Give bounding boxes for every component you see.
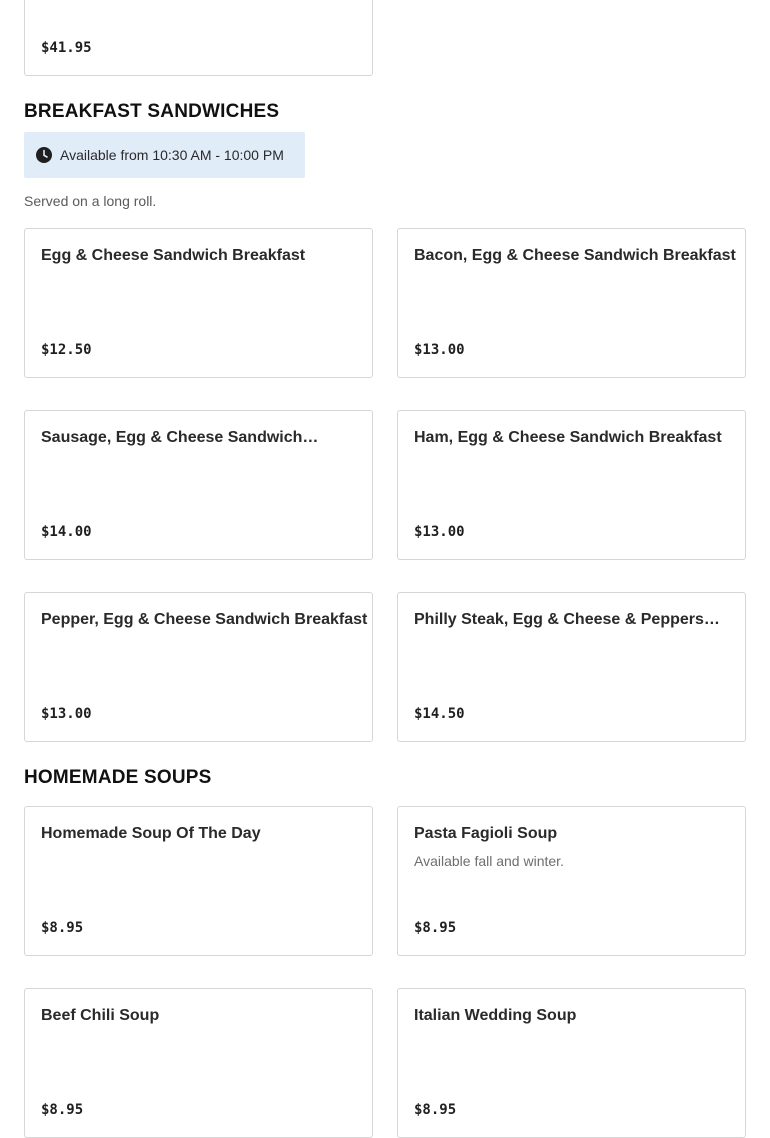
section-title-homemade-soups: HOMEMADE SOUPS: [24, 767, 212, 788]
menu-item-card[interactable]: [24, 410, 373, 560]
item-name: Pasta Fagioli Soup: [414, 825, 558, 842]
menu-item-card[interactable]: [24, 0, 373, 76]
item-name: Philly Steak, Egg & Cheese & Peppers…: [414, 611, 720, 628]
item-name: Beef Chili Soup: [41, 1007, 160, 1024]
item-name: Ham, Egg & Cheese Sandwich Breakfast: [414, 429, 722, 446]
item-price: $41.95: [41, 40, 92, 56]
item-description: Available fall and winter.: [414, 853, 564, 869]
item-price: $8.95: [41, 1102, 84, 1118]
item-name: Egg & Cheese Sandwich Breakfast: [41, 247, 306, 264]
section-title-breakfast-sandwiches: BREAKFAST SANDWICHES: [24, 101, 280, 122]
item-price: $13.00: [414, 524, 465, 540]
menu-item-card[interactable]: [24, 988, 373, 1138]
section-description: Served on a long roll.: [24, 193, 157, 209]
menu-item-card[interactable]: [397, 806, 746, 956]
menu-item-card[interactable]: [397, 592, 746, 742]
item-name: Italian Wedding Soup: [414, 1007, 577, 1024]
clock-icon: [36, 147, 52, 163]
availability-banner: [24, 132, 305, 178]
menu-item-card[interactable]: [24, 228, 373, 378]
availability-text: Available from 10:30 AM - 10:00 PM: [60, 147, 284, 163]
item-price: $8.95: [414, 920, 457, 936]
item-price: $13.00: [414, 342, 465, 358]
item-name: Sausage, Egg & Cheese Sandwich…: [41, 429, 319, 446]
menu-item-card[interactable]: [397, 228, 746, 378]
menu-item-card[interactable]: [24, 806, 373, 956]
menu-item-card[interactable]: [24, 592, 373, 742]
item-price: $14.00: [41, 524, 92, 540]
item-name: Homemade Soup Of The Day: [41, 825, 261, 842]
item-name: Pepper, Egg & Cheese Sandwich Breakfast: [41, 611, 368, 628]
item-price: $8.95: [41, 920, 84, 936]
item-name: Bacon, Egg & Cheese Sandwich Breakfast: [414, 247, 736, 264]
menu-item-card[interactable]: [397, 410, 746, 560]
item-price: $12.50: [41, 342, 92, 358]
item-price: $14.50: [414, 706, 465, 722]
menu-item-card[interactable]: [397, 988, 746, 1138]
item-price: $13.00: [41, 706, 92, 722]
item-price: $8.95: [414, 1102, 457, 1118]
